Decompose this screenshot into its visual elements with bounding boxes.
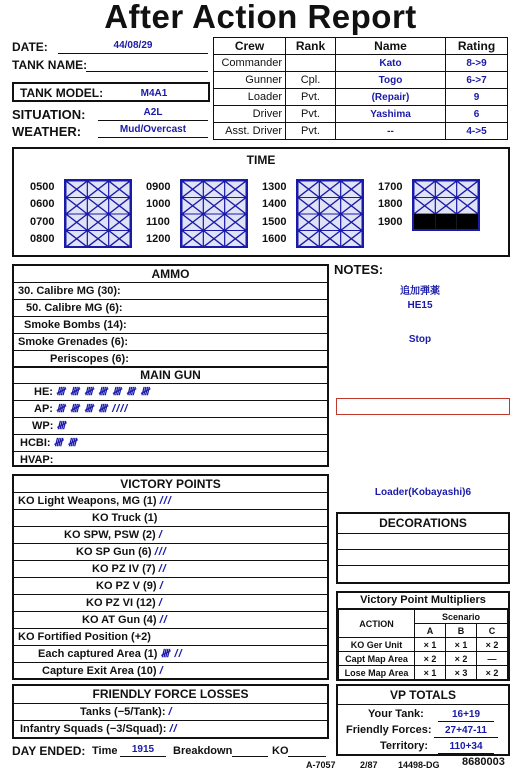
ammo-item[interactable]: 30. Calibre MG (30): [14,283,327,300]
crew-rank[interactable]: Pvt. [286,106,336,123]
ammo-item[interactable]: 50. Calibre MG (6): [14,300,327,317]
crew-role: Driver [214,106,286,123]
crew-name[interactable]: Yashima [336,106,446,123]
tally-marks: 𝍸 [56,420,67,432]
action-header: ACTION [339,610,415,638]
multiplier-row: Lose Map Area × 1 × 3 × 2 [339,666,508,680]
time-hours-col2: 0900 1000 1100 1200 [146,181,171,245]
ammo-item[interactable]: Smoke Grenades (6): [14,334,327,351]
breakdown-label: Breakdown [173,745,233,757]
crew-rank[interactable]: Cpl. [286,72,336,89]
losses-infantry-row[interactable]: Infantry Squads (−3/Squad): // [20,723,178,735]
crew-name[interactable]: Kato [336,55,446,72]
tank-model-field[interactable]: M4A1 [140,88,168,99]
crew-rating[interactable]: 6 [446,106,508,123]
crew-name[interactable]: -- [336,123,446,140]
situation-label: SITUATION: [12,107,86,122]
main-gun-row[interactable]: AP: 𝍸 𝍸 𝍸 𝍸 //// [14,401,327,418]
your-tank-value[interactable]: 16+19 [438,709,494,722]
vp-row[interactable]: KO Truck (1) [14,510,327,527]
page-title: After Action Report [104,0,417,35]
ammo-item[interactable]: Periscopes (6): [14,351,327,368]
vp-row[interactable]: Each captured Area (1) 𝍸 // [14,646,327,663]
form-code-2: 2/87 [360,760,378,770]
tank-name-field[interactable] [86,58,208,72]
weather-label: WEATHER: [12,124,82,139]
crew-row [214,89,508,106]
time-hours-col4: 1700 1800 1900 [378,181,403,228]
vp-row[interactable]: KO Fortified Position (+2) [14,629,327,646]
ammo-section [12,264,329,467]
time-section [12,147,510,257]
time-hours-col3: 1300 1400 1500 1600 [262,181,287,245]
decoration-line[interactable] [338,534,508,550]
multipliers-table [338,609,508,680]
crew-rank[interactable] [286,55,336,72]
tally-marks: 𝍸 𝍸 𝍸 𝍸 //// [56,403,129,415]
vp-row[interactable]: KO PZ IV (7) // [14,561,327,578]
time-cell-filled [414,214,435,231]
day-ended-label: DAY ENDED: [12,744,86,758]
main-gun-row[interactable]: WP: 𝍸 [14,418,327,435]
vp-row[interactable]: KO PZ VI (12) / [14,595,327,612]
crew-row [214,55,508,72]
losses-tanks-row[interactable]: Tanks (−5/Tank): / [14,704,327,721]
crew-header: Crew [214,38,286,55]
form-code-4: 8680003 [462,756,505,768]
decorations-section [336,512,510,584]
vp-row[interactable]: KO Light Weapons, MG (1) /// [14,493,327,510]
main-gun-title: MAIN GUN [14,368,327,384]
crew-rating[interactable]: 4->5 [446,123,508,140]
vp-row[interactable]: KO PZ V (9) / [14,578,327,595]
territory-value[interactable]: 110+34 [438,741,494,754]
breakdown-field[interactable] [232,744,268,757]
time-grid-4[interactable] [412,179,480,231]
time-hours-col1: 0500 0600 0700 0800 [30,181,55,245]
crew-row [214,123,508,140]
time-grid-3[interactable] [296,179,364,248]
col-header: C [477,624,508,638]
crew-row [214,72,508,89]
tank-model-label: TANK MODEL: [20,86,104,100]
weather-field[interactable]: Mud/Overcast [98,124,208,138]
name-header: Name [336,38,446,55]
vp-totals-title: VP TOTALS [338,686,508,705]
losses-section [12,684,329,739]
tally-marks: 𝍸 𝍸 𝍸 𝍸 𝍸 𝍸 𝍸 [56,386,151,398]
territory-label: Territory: [380,740,429,752]
date-label: DATE: [12,40,48,54]
time-cell-filled [457,214,478,231]
decorations-title: DECORATIONS [338,514,508,534]
rating-header: Rating [446,38,508,55]
day-ended-time[interactable]: 1915 [120,744,166,757]
scenario-header: Scenario [415,610,508,624]
crew-rank[interactable]: Pvt. [286,89,336,106]
date-field[interactable]: 44/08/29 [58,40,208,54]
vp-row[interactable]: KO SP Gun (6) /// [14,544,327,561]
tank-model-box [12,82,210,102]
time-cell-filled [435,214,456,231]
multiplier-row: KO Ger Unit × 1 × 1 × 2 [339,638,508,652]
ko-label: KO [272,745,289,757]
tally-marks: 𝍸 𝍸 [53,437,78,449]
tank-name-label: TANK NAME: [12,58,88,72]
ammo-item[interactable]: Smoke Bombs (14): [14,317,327,334]
col-header: B [446,624,477,638]
crew-name[interactable]: Togo [336,72,446,89]
crew-role: Gunner [214,72,286,89]
note-line: Stop [408,334,432,345]
crew-role: Commander [214,55,286,72]
crew-table [213,37,508,140]
note-line: 追加弾薬 [400,286,440,297]
friendly-forces-value[interactable]: 27+47-11 [434,725,498,738]
situation-field[interactable]: A2L [98,107,208,121]
time-title: TIME [246,153,276,167]
multiplier-row: Capt Map Area × 2 × 2 — [339,652,508,666]
time-grid-1[interactable] [64,179,132,248]
ko-field[interactable] [288,744,326,757]
decoration-line[interactable] [338,566,508,582]
vp-row[interactable]: KO SPW, PSW (2) / [14,527,327,544]
main-gun-row[interactable]: HVAP: [20,454,54,466]
crew-rank[interactable]: Pvt. [286,123,336,140]
victory-title: VICTORY POINTS [14,476,327,493]
losses-title: FRIENDLY FORCE LOSSES [14,686,327,704]
main-gun-row[interactable]: HCBI: 𝍸 𝍸 [14,435,327,452]
main-gun-row[interactable]: HE: 𝍸 𝍸 𝍸 𝍸 𝍸 𝍸 𝍸 [14,384,327,401]
crew-row [214,106,508,123]
notes-input-box[interactable] [336,398,510,415]
note-loader: Loader(Kobayashi)6 [374,487,472,498]
ammo-title: AMMO [14,266,327,283]
rank-header: Rank [286,38,336,55]
multipliers-title: Victory Point Multipliers [338,593,508,609]
crew-rating[interactable]: 9 [446,89,508,106]
vp-totals-section [336,684,510,756]
note-line: HE15 [407,300,433,311]
form-code-3: 14498-DG [398,760,440,770]
vp-row[interactable]: Capture Exit Area (10) / [42,665,164,677]
vp-row[interactable]: KO AT Gun (4) // [14,612,327,629]
time-grid-2[interactable] [180,179,248,248]
notes-label: NOTES: [334,262,384,277]
victory-points-section [12,474,329,680]
col-header: A [415,624,446,638]
crew-name[interactable]: (Repair) [336,89,446,106]
crew-rating[interactable]: 8->9 [446,55,508,72]
form-code-1: A-7057 [306,760,336,770]
your-tank-label: Your Tank: [368,708,424,720]
friendly-forces-label: Friendly Forces: [346,724,432,736]
crew-rating[interactable]: 6->7 [446,72,508,89]
decoration-line[interactable] [338,550,508,566]
crew-role: Loader [214,89,286,106]
crew-role: Asst. Driver [214,123,286,140]
multipliers-section [336,591,510,681]
time-label: Time [92,745,118,757]
